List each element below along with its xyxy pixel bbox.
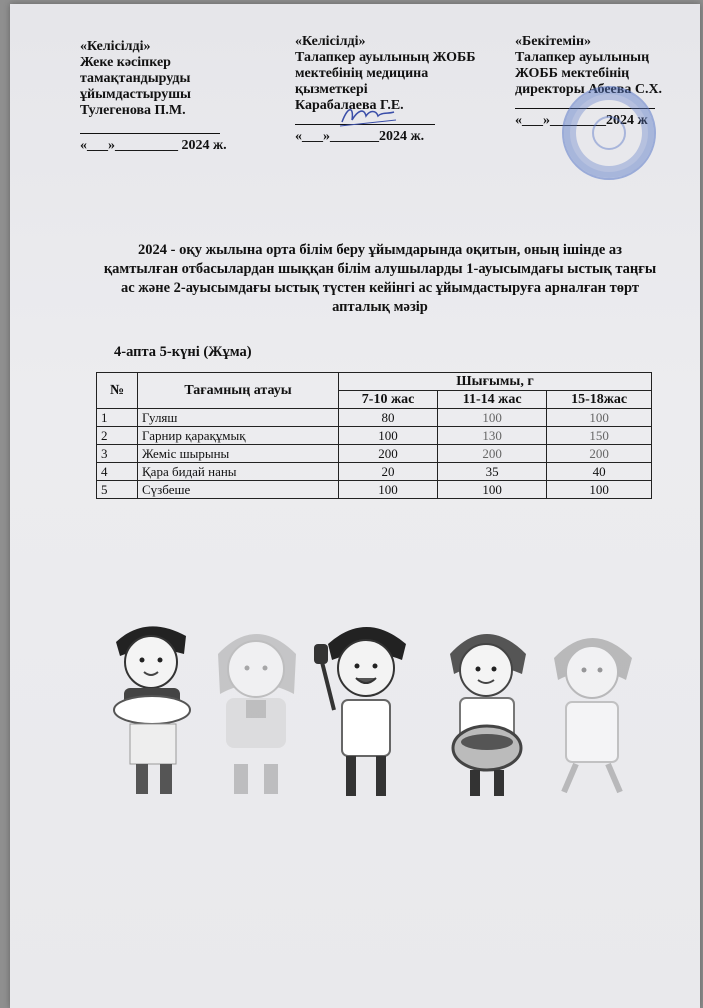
approval-line: «Бекітемін» <box>515 34 592 49</box>
signature-icon <box>338 102 398 130</box>
menu-table <box>96 372 652 499</box>
approval-date: «___»_________ 2024 ж. <box>80 138 227 153</box>
yield-value: 150 <box>547 427 652 445</box>
col-header-num: № <box>97 373 138 409</box>
yield-value: 35 <box>438 463 547 481</box>
dish-name: Қара бидай наны <box>138 463 339 481</box>
dish-name: Жеміс шырыны <box>138 445 339 463</box>
approval-signer: Карабалаева Г.Е. <box>295 98 404 113</box>
row-num: 1 <box>97 409 138 427</box>
approval-line: Талапкер ауылының ЖОББ <box>295 50 476 65</box>
dish-name: Гарнир қарақұмық <box>138 427 339 445</box>
table-row <box>97 463 652 481</box>
child-figure-4 <box>450 634 526 796</box>
signature-line <box>80 133 220 134</box>
dish-name: Сүзбеше <box>138 481 339 499</box>
table-row <box>97 445 652 463</box>
yield-value: 20 <box>339 463 438 481</box>
table-row <box>97 481 652 499</box>
dish-name: Гуляш <box>138 409 339 427</box>
yield-value: 100 <box>438 409 547 427</box>
yield-value: 100 <box>438 481 547 499</box>
approval-signer: директоры Абеева С.Х. <box>515 82 663 97</box>
approval-line: қызметкері <box>295 82 368 97</box>
approval-line: «Келісілді» <box>295 34 366 49</box>
children-cooks-illustration <box>106 614 666 804</box>
child-figure-1 <box>114 626 190 794</box>
table-row <box>97 409 652 427</box>
yield-value: 200 <box>438 445 547 463</box>
row-num: 2 <box>97 427 138 445</box>
approval-date: «___»________2024 ж <box>515 113 648 128</box>
col-header-yield: Шығымы, г <box>339 373 652 391</box>
approval-block-1 <box>80 39 227 154</box>
yield-value: 100 <box>547 409 652 427</box>
yield-value: 100 <box>547 481 652 499</box>
approval-line: мектебінің медицина <box>295 66 429 81</box>
approval-date: «___»_______2024 ж. <box>295 129 425 144</box>
col-header-age-group: 15-18жас <box>547 391 652 409</box>
row-num: 4 <box>97 463 138 481</box>
yield-value: 200 <box>339 445 438 463</box>
document-title: 2024 - оқу жылына орта білім беру ұйымдарында оқитын, оның ішінде аз қамтылған отбасылардан шыққан білім алушыларды 1-ауысымдағы ыстық таңғы ас және 2-ауысымдағы ыстық түстен кейінгі ас ұйымдастыруға арналған төрт апталық мәзір <box>103 242 657 315</box>
yield-value: 200 <box>547 445 652 463</box>
child-figure-5 <box>554 638 632 792</box>
yield-value: 100 <box>339 427 438 445</box>
approval-line: «Келісілді» <box>80 39 151 54</box>
col-header-age-group: 7-10 жас <box>339 391 438 409</box>
col-header-name: Тағамның атауы <box>138 373 339 409</box>
table-row <box>97 427 652 445</box>
approval-line: ЖОББ мектебінің <box>515 66 630 81</box>
row-num: 3 <box>97 445 138 463</box>
approval-line: Талапкер ауылының <box>515 50 650 65</box>
yield-value: 80 <box>339 409 438 427</box>
approval-line: тамақтандыруды <box>80 71 191 86</box>
approval-line: ұйымдастырушы <box>80 87 191 102</box>
yield-value: 100 <box>339 481 438 499</box>
col-header-age-group: 11-14 жас <box>438 391 547 409</box>
table-header-row <box>97 373 652 391</box>
stamp-icon <box>562 86 656 180</box>
document-page <box>10 4 700 1008</box>
yield-value: 130 <box>438 427 547 445</box>
approval-line: Жеке кәсіпкер <box>80 55 171 70</box>
child-figure-3 <box>314 627 406 796</box>
child-figure-2 <box>218 634 296 794</box>
approval-signer: Тулегенова П.М. <box>80 103 186 118</box>
row-num: 5 <box>97 481 138 499</box>
week-day-label: 4-апта 5-күні (Жұма) <box>114 344 252 360</box>
yield-value: 40 <box>547 463 652 481</box>
